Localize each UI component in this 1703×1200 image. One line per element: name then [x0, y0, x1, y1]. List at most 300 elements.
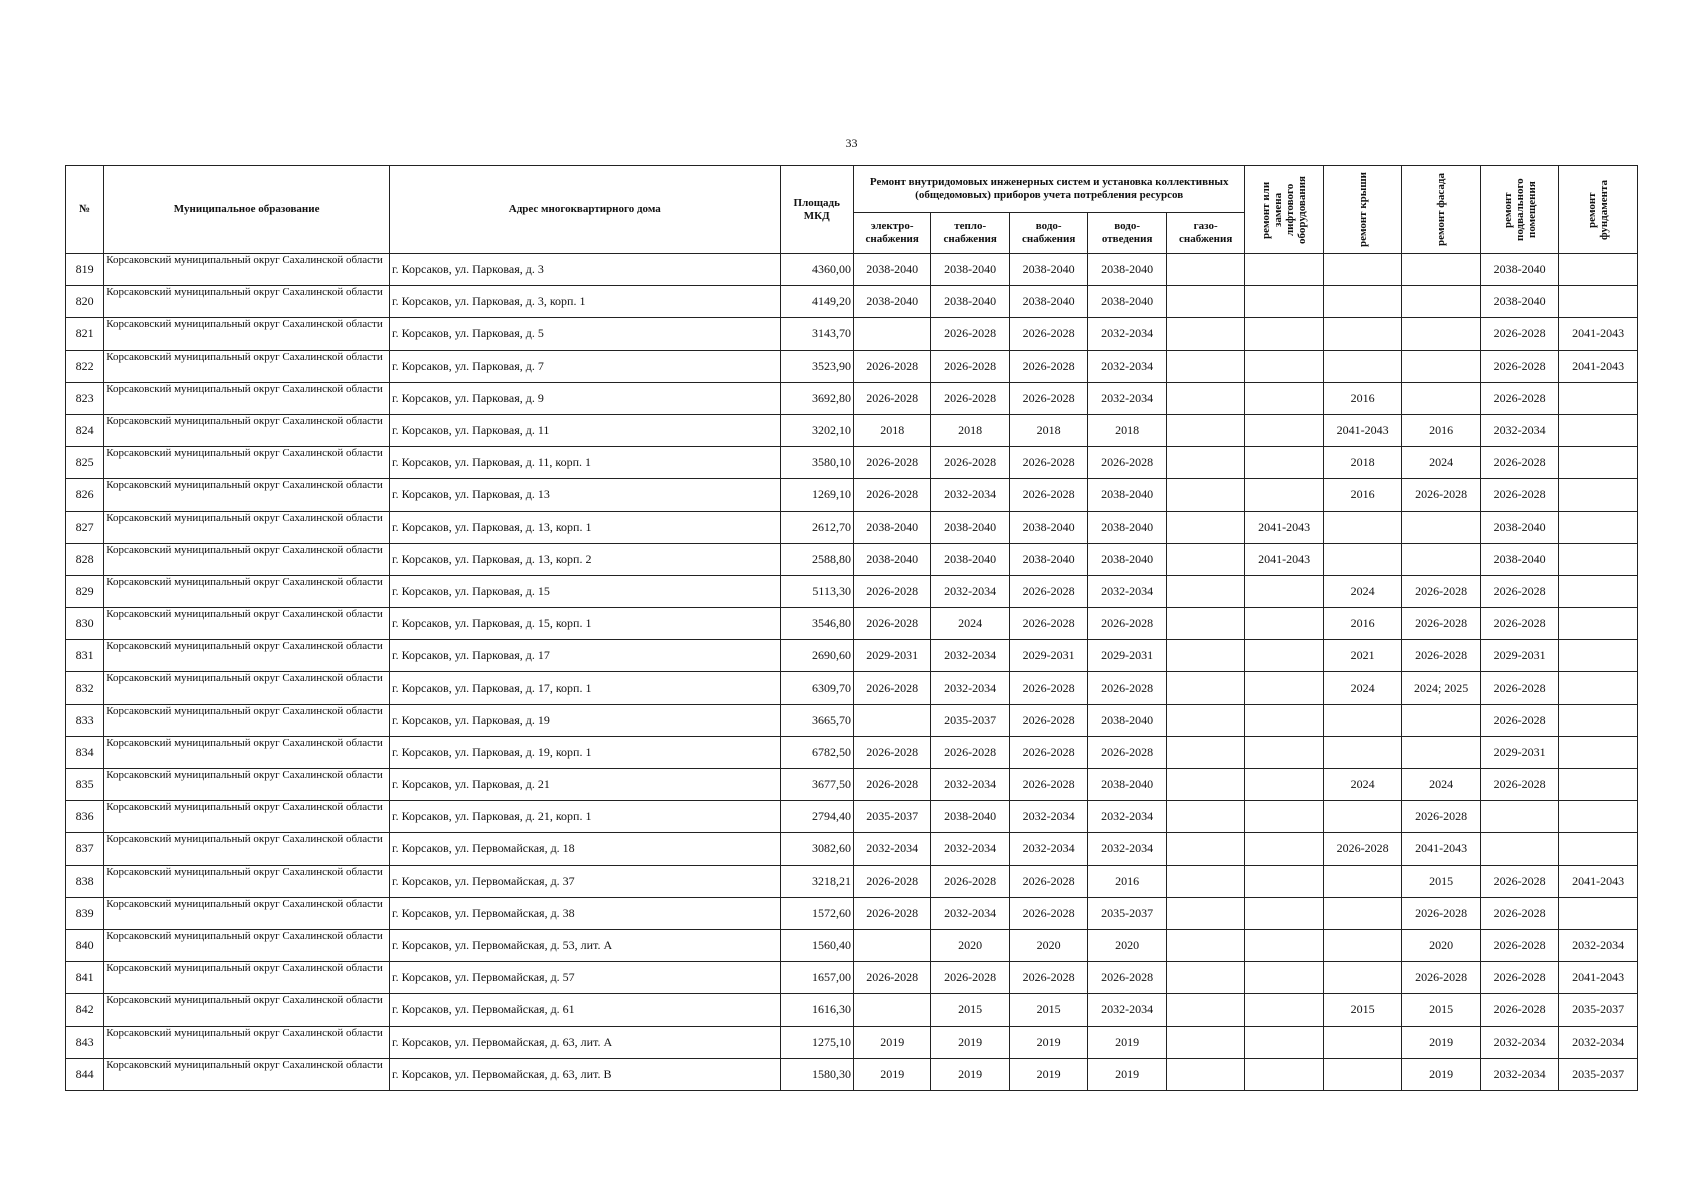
row-water: 2026-2028: [1009, 865, 1087, 897]
row-elevator: [1245, 833, 1323, 865]
row-electric: 2026-2028: [853, 608, 930, 640]
row-elevator: [1245, 994, 1323, 1026]
row-facade: [1402, 286, 1480, 318]
row-basement: 2038-2040: [1480, 254, 1558, 286]
row-area: 1560,40: [780, 929, 853, 961]
row-municipality: Корсаковский муниципальный округ Сахалинской области: [104, 318, 390, 350]
row-address: г. Корсаков, ул. Парковая, д. 17: [390, 640, 780, 672]
row-basement: 2038-2040: [1480, 543, 1558, 575]
row-elevator: [1245, 672, 1323, 704]
header-elevator-text: ремонт или замена лифтового оборудования: [1260, 175, 1309, 244]
row-roof: [1323, 897, 1401, 929]
row-address: г. Корсаков, ул. Парковая, д. 19, корп. 1: [390, 736, 780, 768]
row-foundation: [1559, 608, 1638, 640]
row-elevator: [1245, 1058, 1323, 1090]
row-basement: 2026-2028: [1480, 769, 1558, 801]
row-address: г. Корсаков, ул. Парковая, д. 21: [390, 769, 780, 801]
row-num: 822: [66, 350, 104, 382]
row-heat: 2019: [931, 1058, 1009, 1090]
row-facade: 2016: [1402, 414, 1480, 446]
table-row: [66, 608, 1638, 640]
row-gas: [1166, 318, 1245, 350]
row-num: 826: [66, 479, 104, 511]
row-heat: 2032-2034: [931, 640, 1009, 672]
row-gas: [1166, 929, 1245, 961]
row-area: 3580,10: [780, 447, 853, 479]
row-facade: [1402, 350, 1480, 382]
row-gas: [1166, 447, 1245, 479]
row-roof: [1323, 704, 1401, 736]
row-num: 835: [66, 769, 104, 801]
row-electric: 2026-2028: [853, 575, 930, 607]
row-municipality: Корсаковский муниципальный округ Сахалинской области: [104, 511, 390, 543]
row-municipality: Корсаковский муниципальный округ Сахалинской области: [104, 897, 390, 929]
row-foundation: 2035-2037: [1559, 994, 1638, 1026]
row-gas: [1166, 286, 1245, 318]
row-municipality: Корсаковский муниципальный округ Сахалинской области: [104, 350, 390, 382]
row-address: г. Корсаков, ул. Первомайская, д. 38: [390, 897, 780, 929]
row-heat: 2032-2034: [931, 833, 1009, 865]
row-sewer: 2020: [1088, 929, 1166, 961]
row-num: 844: [66, 1058, 104, 1090]
row-electric: 2038-2040: [853, 286, 930, 318]
row-area: 3082,60: [780, 833, 853, 865]
row-water: 2026-2028: [1009, 672, 1087, 704]
row-heat: 2019: [931, 1026, 1009, 1058]
row-area: 2690,60: [780, 640, 853, 672]
row-roof: 2024: [1323, 672, 1401, 704]
row-gas: [1166, 962, 1245, 994]
row-municipality: Корсаковский муниципальный округ Сахалинской области: [104, 479, 390, 511]
row-electric: 2035-2037: [853, 801, 930, 833]
row-foundation: [1559, 254, 1638, 286]
row-municipality: Корсаковский муниципальный округ Сахалинской области: [104, 1026, 390, 1058]
row-roof: 2016: [1323, 479, 1401, 511]
row-address: г. Корсаков, ул. Первомайская, д. 53, лит. А: [390, 929, 780, 961]
row-basement: 2038-2040: [1480, 511, 1558, 543]
row-gas: [1166, 479, 1245, 511]
row-roof: [1323, 1026, 1401, 1058]
row-heat: 2026-2028: [931, 447, 1009, 479]
table-header: [66, 166, 1638, 254]
row-heat: 2026-2028: [931, 865, 1009, 897]
row-electric: 2038-2040: [853, 543, 930, 575]
row-basement: 2026-2028: [1480, 608, 1558, 640]
row-gas: [1166, 1058, 1245, 1090]
row-municipality: Корсаковский муниципальный округ Сахалинской области: [104, 608, 390, 640]
row-municipality: Корсаковский муниципальный округ Сахалинской области: [104, 994, 390, 1026]
row-electric: 2018: [853, 414, 930, 446]
row-heat: 2038-2040: [931, 286, 1009, 318]
row-roof: 2016: [1323, 382, 1401, 414]
row-roof: 2016: [1323, 608, 1401, 640]
row-roof: [1323, 543, 1401, 575]
row-electric: 2026-2028: [853, 769, 930, 801]
row-electric: 2026-2028: [853, 962, 930, 994]
row-address: г. Корсаков, ул. Парковая, д. 13, корп. 1: [390, 511, 780, 543]
header-gas: газо-снабжения: [1166, 213, 1245, 254]
row-roof: 2018: [1323, 447, 1401, 479]
row-water: 2026-2028: [1009, 575, 1087, 607]
row-roof: 2041-2043: [1323, 414, 1401, 446]
row-municipality: Корсаковский муниципальный округ Сахалинской области: [104, 672, 390, 704]
row-elevator: [1245, 318, 1323, 350]
row-elevator: [1245, 350, 1323, 382]
row-foundation: [1559, 704, 1638, 736]
row-municipality: Корсаковский муниципальный округ Сахалинской области: [104, 801, 390, 833]
row-facade: 2019: [1402, 1026, 1480, 1058]
row-facade: [1402, 511, 1480, 543]
row-basement: 2026-2028: [1480, 382, 1558, 414]
table-row: [66, 382, 1638, 414]
table-body: [66, 254, 1638, 1091]
row-elevator: 2041-2043: [1245, 511, 1323, 543]
row-num: 834: [66, 736, 104, 768]
row-facade: [1402, 254, 1480, 286]
row-sewer: 2018: [1088, 414, 1166, 446]
row-facade: 2024: [1402, 769, 1480, 801]
row-electric: 2026-2028: [853, 479, 930, 511]
header-roof-text: ремонт крыши: [1356, 171, 1369, 247]
row-electric: 2019: [853, 1058, 930, 1090]
row-electric: 2026-2028: [853, 350, 930, 382]
row-electric: 2032-2034: [853, 833, 930, 865]
row-area: 2588,80: [780, 543, 853, 575]
capital-repair-table: [65, 165, 1638, 1091]
row-basement: 2038-2040: [1480, 286, 1558, 318]
row-address: г. Корсаков, ул. Первомайская, д. 63, лит. В: [390, 1058, 780, 1090]
row-sewer: 2038-2040: [1088, 511, 1166, 543]
row-foundation: 2035-2037: [1559, 1058, 1638, 1090]
row-heat: 2015: [931, 994, 1009, 1026]
row-sewer: 2016: [1088, 865, 1166, 897]
row-municipality: Корсаковский муниципальный округ Сахалинской области: [104, 447, 390, 479]
row-electric: 2026-2028: [853, 736, 930, 768]
row-water: 2026-2028: [1009, 704, 1087, 736]
row-basement: 2026-2028: [1480, 994, 1558, 1026]
row-foundation: [1559, 897, 1638, 929]
header-sewer: водо-отведения: [1088, 213, 1166, 254]
row-area: 6782,50: [780, 736, 853, 768]
row-electric: 2029-2031: [853, 640, 930, 672]
row-facade: [1402, 704, 1480, 736]
table-row: [66, 543, 1638, 575]
row-area: 3665,70: [780, 704, 853, 736]
row-sewer: 2032-2034: [1088, 382, 1166, 414]
row-foundation: [1559, 447, 1638, 479]
row-foundation: [1559, 833, 1638, 865]
row-gas: [1166, 704, 1245, 736]
row-water: 2032-2034: [1009, 801, 1087, 833]
row-elevator: [1245, 640, 1323, 672]
table-row: [66, 511, 1638, 543]
row-foundation: 2041-2043: [1559, 350, 1638, 382]
row-facade: 2024: [1402, 447, 1480, 479]
row-num: 821: [66, 318, 104, 350]
row-gas: [1166, 801, 1245, 833]
row-gas: [1166, 897, 1245, 929]
table-row: [66, 672, 1638, 704]
table-row: [66, 865, 1638, 897]
header-engineering-group: Ремонт внутридомовых инженерных систем и установка коллективных (общедомовых) приборов учета потребления ресурсов: [853, 166, 1244, 213]
row-num: 841: [66, 962, 104, 994]
header-foundation-text: ремонт фундамента: [1586, 179, 1611, 240]
row-facade: [1402, 318, 1480, 350]
row-water: 2038-2040: [1009, 286, 1087, 318]
row-elevator: [1245, 897, 1323, 929]
row-municipality: Корсаковский муниципальный округ Сахалинской области: [104, 286, 390, 318]
row-num: 828: [66, 543, 104, 575]
row-num: 829: [66, 575, 104, 607]
row-municipality: Корсаковский муниципальный округ Сахалинской области: [104, 929, 390, 961]
row-sewer: 2032-2034: [1088, 350, 1166, 382]
row-roof: 2015: [1323, 994, 1401, 1026]
row-address: г. Корсаков, ул. Первомайская, д. 18: [390, 833, 780, 865]
row-roof: [1323, 511, 1401, 543]
table-row: [66, 575, 1638, 607]
row-water: 2026-2028: [1009, 736, 1087, 768]
row-electric: 2038-2040: [853, 254, 930, 286]
row-num: 823: [66, 382, 104, 414]
row-electric: 2026-2028: [853, 672, 930, 704]
row-area: 1572,60: [780, 897, 853, 929]
row-heat: 2038-2040: [931, 801, 1009, 833]
row-foundation: [1559, 736, 1638, 768]
row-gas: [1166, 608, 1245, 640]
row-foundation: 2032-2034: [1559, 1026, 1638, 1058]
row-heat: 2038-2040: [931, 543, 1009, 575]
row-facade: 2026-2028: [1402, 640, 1480, 672]
table-row: [66, 318, 1638, 350]
row-water: 2026-2028: [1009, 479, 1087, 511]
header-area: Площадь МКД: [780, 166, 853, 254]
row-sewer: 2038-2040: [1088, 543, 1166, 575]
row-electric: [853, 994, 930, 1026]
row-num: 825: [66, 447, 104, 479]
row-water: 2019: [1009, 1058, 1087, 1090]
row-facade: 2015: [1402, 994, 1480, 1026]
header-num: №: [66, 166, 104, 254]
row-basement: 2029-2031: [1480, 736, 1558, 768]
row-address: г. Корсаков, ул. Парковая, д. 9: [390, 382, 780, 414]
row-sewer: 2026-2028: [1088, 736, 1166, 768]
row-roof: [1323, 929, 1401, 961]
row-address: г. Корсаков, ул. Парковая, д. 3, корп. 1: [390, 286, 780, 318]
row-foundation: [1559, 286, 1638, 318]
row-num: 820: [66, 286, 104, 318]
row-roof: 2024: [1323, 575, 1401, 607]
row-foundation: [1559, 575, 1638, 607]
row-roof: 2026-2028: [1323, 833, 1401, 865]
row-heat: 2032-2034: [931, 672, 1009, 704]
row-elevator: [1245, 575, 1323, 607]
row-sewer: 2032-2034: [1088, 575, 1166, 607]
row-num: 824: [66, 414, 104, 446]
row-elevator: [1245, 736, 1323, 768]
table-row: [66, 1058, 1638, 1090]
row-foundation: 2041-2043: [1559, 318, 1638, 350]
row-num: 837: [66, 833, 104, 865]
row-address: г. Корсаков, ул. Парковая, д. 13: [390, 479, 780, 511]
row-address: г. Корсаков, ул. Парковая, д. 11: [390, 414, 780, 446]
row-basement: 2026-2028: [1480, 447, 1558, 479]
row-water: 2029-2031: [1009, 640, 1087, 672]
row-municipality: Корсаковский муниципальный округ Сахалинской области: [104, 414, 390, 446]
table-row: [66, 801, 1638, 833]
row-foundation: 2041-2043: [1559, 962, 1638, 994]
row-facade: 2019: [1402, 1058, 1480, 1090]
row-heat: 2035-2037: [931, 704, 1009, 736]
table-row: [66, 447, 1638, 479]
row-water: 2026-2028: [1009, 350, 1087, 382]
row-electric: [853, 704, 930, 736]
row-facade: 2026-2028: [1402, 608, 1480, 640]
row-basement: 2026-2028: [1480, 962, 1558, 994]
row-elevator: 2041-2043: [1245, 543, 1323, 575]
row-municipality: Корсаковский муниципальный округ Сахалинской области: [104, 769, 390, 801]
row-num: 827: [66, 511, 104, 543]
row-facade: 2026-2028: [1402, 897, 1480, 929]
row-address: г. Корсаков, ул. Парковая, д. 19: [390, 704, 780, 736]
row-basement: 2032-2034: [1480, 1026, 1558, 1058]
row-gas: [1166, 382, 1245, 414]
row-elevator: [1245, 447, 1323, 479]
table-row: [66, 994, 1638, 1026]
row-basement: 2029-2031: [1480, 640, 1558, 672]
row-roof: [1323, 801, 1401, 833]
row-heat: 2038-2040: [931, 511, 1009, 543]
row-roof: [1323, 962, 1401, 994]
row-water: 2026-2028: [1009, 382, 1087, 414]
table-row: [66, 704, 1638, 736]
row-num: 840: [66, 929, 104, 961]
row-municipality: Корсаковский муниципальный округ Сахалинской области: [104, 543, 390, 575]
row-foundation: 2041-2043: [1559, 865, 1638, 897]
row-address: г. Корсаков, ул. Парковая, д. 21, корп. 1: [390, 801, 780, 833]
row-heat: 2026-2028: [931, 318, 1009, 350]
row-facade: 2024; 2025: [1402, 672, 1480, 704]
row-heat: 2032-2034: [931, 479, 1009, 511]
row-gas: [1166, 543, 1245, 575]
row-municipality: Корсаковский муниципальный округ Сахалинской области: [104, 833, 390, 865]
row-elevator: [1245, 608, 1323, 640]
header-elevator: [1245, 166, 1323, 254]
row-heat: 2026-2028: [931, 736, 1009, 768]
row-area: 4149,20: [780, 286, 853, 318]
row-sewer: 2026-2028: [1088, 962, 1166, 994]
row-water: 2026-2028: [1009, 447, 1087, 479]
row-heat: 2024: [931, 608, 1009, 640]
row-gas: [1166, 575, 1245, 607]
row-area: 6309,70: [780, 672, 853, 704]
row-address: г. Корсаков, ул. Парковая, д. 3: [390, 254, 780, 286]
row-basement: 2026-2028: [1480, 479, 1558, 511]
row-basement: 2026-2028: [1480, 318, 1558, 350]
row-area: 1657,00: [780, 962, 853, 994]
row-water: 2032-2034: [1009, 833, 1087, 865]
row-address: г. Корсаков, ул. Первомайская, д. 61: [390, 994, 780, 1026]
row-sewer: 2029-2031: [1088, 640, 1166, 672]
row-area: 5113,30: [780, 575, 853, 607]
header-address: Адрес многоквартирного дома: [390, 166, 780, 254]
table-row: [66, 769, 1638, 801]
row-gas: [1166, 414, 1245, 446]
row-facade: [1402, 736, 1480, 768]
row-gas: [1166, 865, 1245, 897]
row-elevator: [1245, 382, 1323, 414]
row-gas: [1166, 769, 1245, 801]
row-area: 1275,10: [780, 1026, 853, 1058]
table-row: [66, 736, 1638, 768]
row-num: 830: [66, 608, 104, 640]
row-foundation: [1559, 543, 1638, 575]
row-electric: 2026-2028: [853, 897, 930, 929]
row-basement: 2026-2028: [1480, 897, 1558, 929]
row-heat: 2026-2028: [931, 350, 1009, 382]
row-elevator: [1245, 962, 1323, 994]
row-area: 3202,10: [780, 414, 853, 446]
row-area: 3143,70: [780, 318, 853, 350]
row-sewer: 2038-2040: [1088, 704, 1166, 736]
row-elevator: [1245, 704, 1323, 736]
table-row: [66, 1026, 1638, 1058]
row-electric: [853, 318, 930, 350]
row-water: 2026-2028: [1009, 962, 1087, 994]
row-basement: 2026-2028: [1480, 672, 1558, 704]
row-address: г. Корсаков, ул. Парковая, д. 11, корп. 1: [390, 447, 780, 479]
header-foundation: [1559, 166, 1638, 254]
header-electric: электро-снабжения: [853, 213, 930, 254]
row-gas: [1166, 511, 1245, 543]
row-sewer: 2038-2040: [1088, 254, 1166, 286]
row-water: 2038-2040: [1009, 254, 1087, 286]
table-row: [66, 254, 1638, 286]
row-foundation: 2032-2034: [1559, 929, 1638, 961]
row-foundation: [1559, 801, 1638, 833]
row-water: 2015: [1009, 994, 1087, 1026]
row-foundation: [1559, 511, 1638, 543]
table-row: [66, 479, 1638, 511]
row-electric: 2038-2040: [853, 511, 930, 543]
table-row: [66, 897, 1638, 929]
row-sewer: 2019: [1088, 1026, 1166, 1058]
row-foundation: [1559, 414, 1638, 446]
row-area: 3523,90: [780, 350, 853, 382]
row-area: 3677,50: [780, 769, 853, 801]
row-elevator: [1245, 929, 1323, 961]
table-row: [66, 962, 1638, 994]
row-facade: 2026-2028: [1402, 962, 1480, 994]
table-row: [66, 929, 1638, 961]
header-facade: [1402, 166, 1480, 254]
row-address: г. Корсаков, ул. Парковая, д. 17, корп. 1: [390, 672, 780, 704]
row-elevator: [1245, 801, 1323, 833]
row-municipality: Корсаковский муниципальный округ Сахалинской области: [104, 382, 390, 414]
row-water: 2026-2028: [1009, 318, 1087, 350]
row-address: г. Корсаков, ул. Парковая, д. 13, корп. 2: [390, 543, 780, 575]
row-basement: 2032-2034: [1480, 414, 1558, 446]
row-municipality: Корсаковский муниципальный округ Сахалинской области: [104, 865, 390, 897]
row-water: 2038-2040: [1009, 511, 1087, 543]
row-num: 819: [66, 254, 104, 286]
row-foundation: [1559, 382, 1638, 414]
row-num: 832: [66, 672, 104, 704]
header-facade-text: ремонт фасада: [1435, 172, 1448, 247]
row-address: г. Корсаков, ул. Парковая, д. 5: [390, 318, 780, 350]
row-electric: [853, 929, 930, 961]
row-gas: [1166, 350, 1245, 382]
row-roof: [1323, 1058, 1401, 1090]
